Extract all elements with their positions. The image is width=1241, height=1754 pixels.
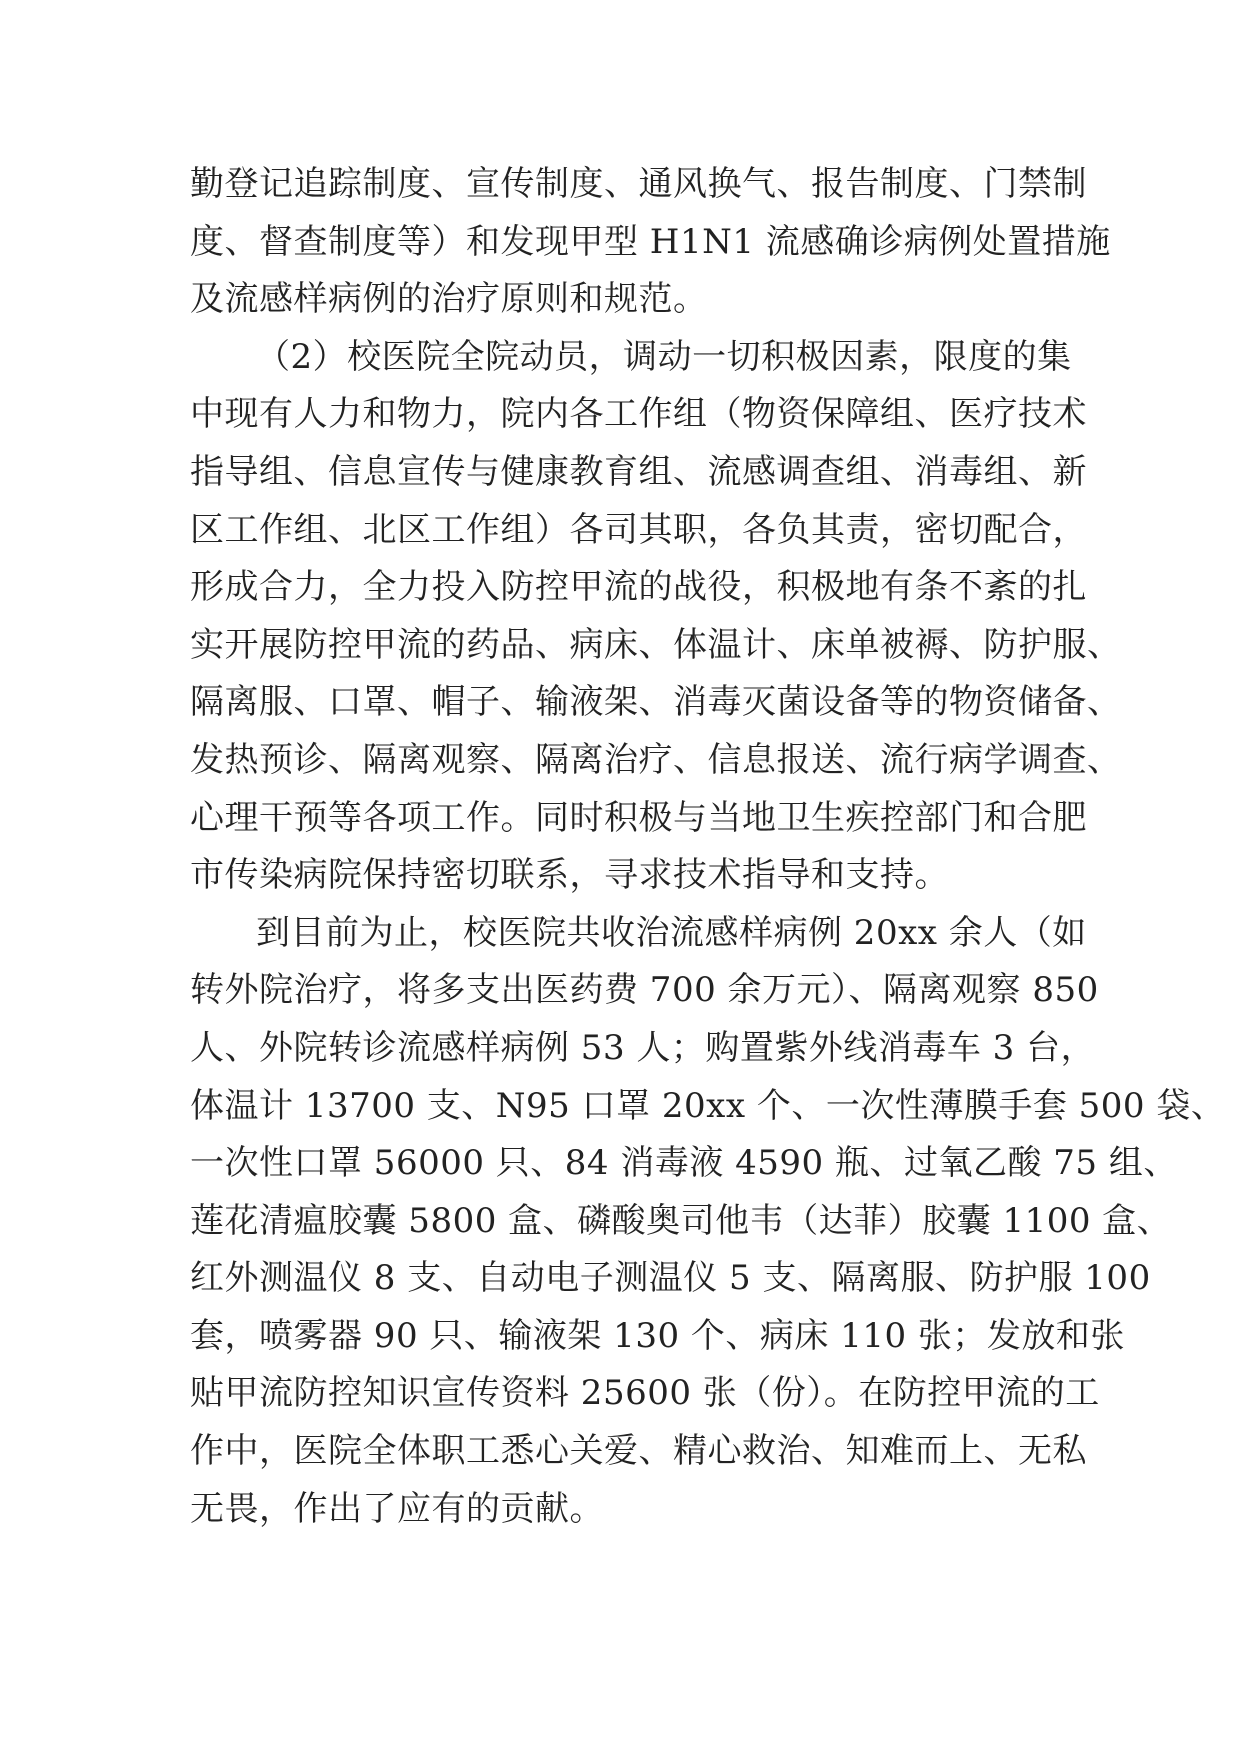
document-body <box>190 156 1226 1538</box>
text-line: 人、外院转诊流感样病例 53 人；购置紫外线消毒车 3 台， <box>190 1027 1096 1068</box>
text-line: 贴甲流防控知识宣传资料 25600 张（份）。在防控甲流的工 <box>190 1373 1100 1414</box>
paragraph-start-line: 到目前为止，校医院共收治流感样病例 20xx 余人（如 <box>256 912 1087 953</box>
text-line: 套，喷雾器 90 只、输液架 130 个、病床 110 张；发放和张 <box>190 1315 1125 1356</box>
text-line: 市传染病院保持密切联系，寻求技术指导和支持。 <box>190 855 949 896</box>
text-line: 中现有人力和物力，院内各工作组（物资保障组、医疗技术 <box>190 394 1087 435</box>
text-line: 度、督查制度等）和发现甲型 H1N1 流感确诊病例处置措施 <box>190 221 1111 262</box>
text-line: 转外院治疗，将多支出医药费 700 余万元）、隔离观察 850 <box>190 970 1099 1011</box>
text-line: 无畏，作出了应有的贡献。 <box>190 1488 604 1529</box>
text-line: 一次性口罩 56000 只、84 消毒液 4590 瓶、过氧乙酸 75 组、 <box>190 1143 1178 1184</box>
text-line: 区工作组、北区工作组）各司其职，各负其责，密切配合， <box>190 509 1087 550</box>
text-line: 隔离服、口罩、帽子、输液架、消毒灭菌设备等的物资储备、 <box>190 682 1122 723</box>
text-line: 莲花清瘟胶囊 5800 盒、磷酸奥司他韦（达菲）胶囊 1100 盒、 <box>190 1200 1172 1241</box>
text-line: 及流感样病例的治疗原则和规范。 <box>190 279 708 320</box>
text-line: 发热预诊、隔离观察、隔离治疗、信息报送、流行病学调查、 <box>190 739 1122 780</box>
text-line: 心理干预等各项工作。同时积极与当地卫生疾控部门和合肥 <box>190 797 1087 838</box>
text-line: 形成合力，全力投入防控甲流的战役，积极地有条不紊的扎 <box>190 567 1087 608</box>
text-line: 体温计 13700 支、N95 口罩 20xx 个、一次性薄膜手套 500 袋、 <box>190 1085 1226 1126</box>
text-line: 作中，医院全体职工悉心关爱、精心救治、知难而上、无私 <box>190 1431 1087 1472</box>
paragraph-start-line: （2）校医院全院动员，调动一切积极因素，限度的集 <box>256 336 1072 377</box>
text-line: 勤登记追踪制度、宣传制度、通风换气、报告制度、门禁制 <box>190 164 1087 204</box>
text-line: 红外测温仪 8 支、自动电子测温仪 5 支、隔离服、防护服 100 <box>190 1258 1151 1299</box>
text-line: 实开展防控甲流的药品、病床、体温计、床单被褥、防护服、 <box>190 624 1122 665</box>
text-line: 指导组、信息宣传与健康教育组、流感调查组、消毒组、新 <box>190 451 1087 492</box>
